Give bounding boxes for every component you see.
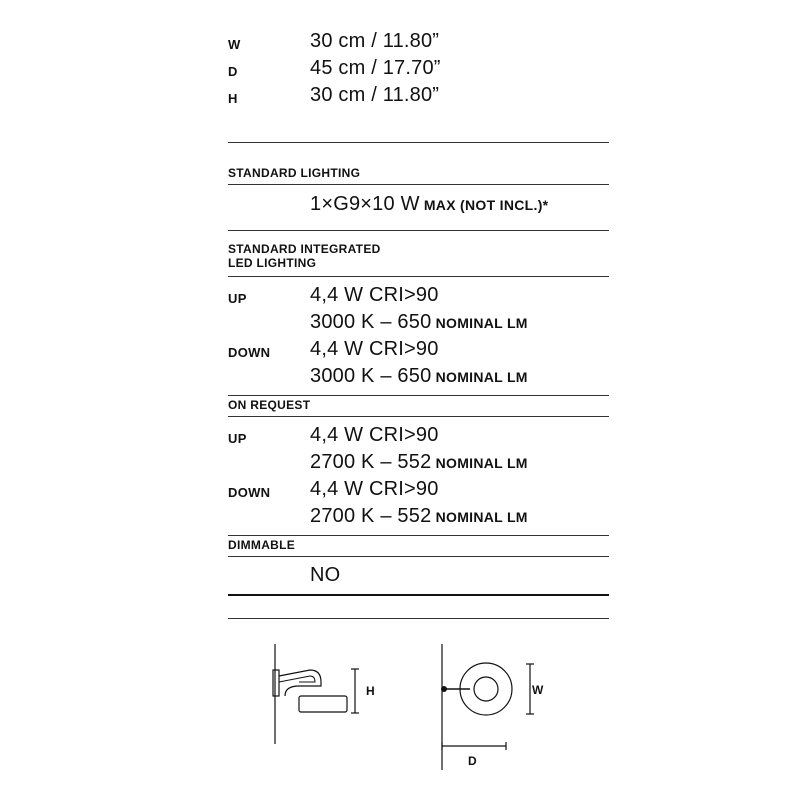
request-down-line2-suffix: NOMINAL LM (431, 509, 528, 525)
dimmable-value: NO (310, 564, 341, 586)
divider (228, 556, 609, 557)
led-up-line2 (310, 311, 528, 334)
led-down-line1: 4,4 W CRI>90 (310, 338, 439, 360)
standard-lighting-header: STANDARD LIGHTING (228, 166, 361, 180)
standard-lighting-suffix: MAX (NOT INCL.)* (419, 197, 549, 213)
dimension-depth-label: D (228, 64, 238, 79)
side-view-diagram (255, 640, 395, 750)
led-down-label: DOWN (228, 345, 271, 360)
request-up-line2-main: 2700 K – 552 (310, 451, 432, 473)
led-up-line1: 4,4 W CRI>90 (310, 284, 439, 306)
dimension-height-label: H (228, 91, 238, 106)
divider (228, 276, 609, 277)
height-label: H (366, 684, 375, 698)
divider (228, 535, 609, 536)
on-request-header: ON REQUEST (228, 398, 311, 412)
led-down-line2-main: 3000 K – 650 (310, 365, 432, 387)
divider (228, 618, 609, 619)
request-down-line2-main: 2700 K – 552 (310, 505, 432, 527)
dimension-width-label: W (228, 37, 241, 52)
request-up-line2 (310, 451, 528, 474)
divider (228, 416, 609, 417)
divider (228, 142, 609, 143)
divider (228, 184, 609, 185)
depth-label: D (468, 754, 477, 768)
integrated-led-header-line1: STANDARD INTEGRATED (228, 242, 381, 256)
standard-lighting-main: 1×G9×10 W (310, 193, 420, 215)
request-down-line2 (310, 505, 528, 528)
divider (228, 395, 609, 396)
led-up-label: UP (228, 291, 247, 306)
request-down-label: DOWN (228, 485, 271, 500)
request-up-label: UP (228, 431, 247, 446)
led-up-line2-suffix: NOMINAL LM (431, 315, 528, 331)
led-down-line2-suffix: NOMINAL LM (431, 369, 528, 385)
request-up-line1: 4,4 W CRI>90 (310, 424, 439, 446)
request-down-line1: 4,4 W CRI>90 (310, 478, 439, 500)
dimmable-header: DIMMABLE (228, 538, 296, 552)
dimension-height-value: 30 cm / 11.80” (310, 84, 440, 106)
top-view-diagram (430, 640, 560, 775)
led-up-line2-main: 3000 K – 650 (310, 311, 432, 333)
standard-lighting-value (310, 193, 548, 216)
dimension-width-value: 30 cm / 11.80” (310, 30, 440, 52)
dimension-depth-value: 45 cm / 17.70” (310, 57, 441, 79)
led-down-line2 (310, 365, 528, 388)
integrated-led-header (228, 242, 381, 270)
integrated-led-header-line2: LED LIGHTING (228, 256, 317, 270)
request-up-line2-suffix: NOMINAL LM (431, 455, 528, 471)
divider (228, 594, 609, 596)
width-label: W (532, 683, 544, 697)
divider (228, 230, 609, 231)
